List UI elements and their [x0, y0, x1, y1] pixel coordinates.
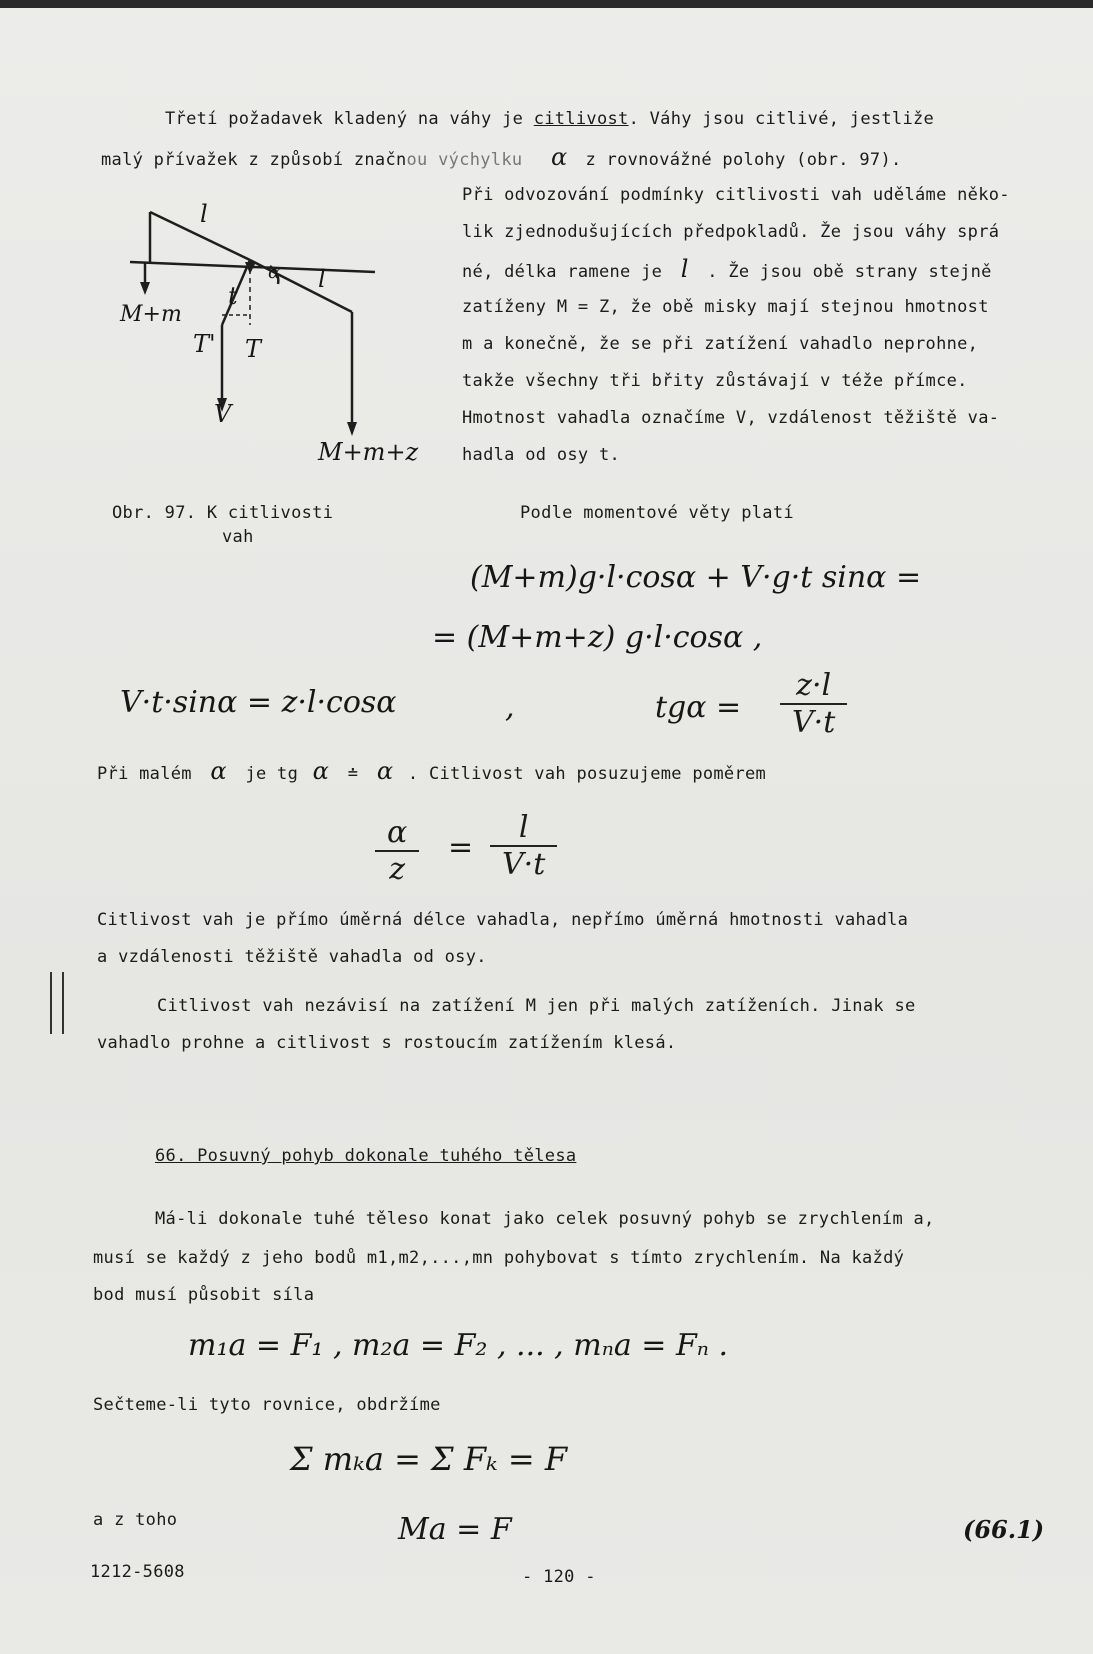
arrow-left-icon [140, 282, 150, 295]
equation-forces: m₁a = F₁ , m₂a = F₂ , ... , mₙa = Fₙ . [188, 1328, 728, 1363]
right-text-line: lik zjednodušujících předpokladů. Že jsou váhy sprá [462, 222, 1000, 242]
citlivost-line: a vzdálenosti těžiště vahadla od osy. [97, 947, 487, 967]
para1-line1-text: Třetí požadavek kladený na váhy je [165, 109, 534, 129]
equation-sum: Σ mₖa = Σ Fₖ = F [290, 1440, 568, 1478]
right-text-seg: né, délka ramene je [462, 262, 663, 282]
figure-caption: Obr. 97. K citlivosti [112, 503, 334, 523]
equation-sin-cos: V·t·sinα = z·l·cosα [120, 685, 397, 720]
para1-line2-end: z rovnovážné polohy (obr. 97). [585, 150, 902, 170]
para1-line2-faded: ou výchylku [406, 150, 523, 170]
equation-moment-1: (M+m)g·l·cosα + V·g·t sinα = [470, 560, 922, 595]
right-text-line: m a konečně, že se při zatížení vahadlo neprohne, [462, 334, 979, 354]
equation-tg-lhs: tgα = [655, 690, 742, 725]
right-text-line: Při odvozování podmínky citlivosti vah uděláme něko- [462, 185, 1010, 205]
right-text-line: takže všechny tři břity zůstávají v téže přímce. [462, 371, 968, 391]
ratio-rhs [490, 810, 557, 882]
tg-denominator: V·t [780, 703, 847, 740]
keyword-citlivost: citlivost [533, 109, 629, 129]
right-text-line [462, 255, 992, 283]
zatizeni-line: Citlivost vah nezávisí na zatížení M jen při malých zatíženích. Jinak se [157, 996, 916, 1016]
alpha-symbol: α [312, 757, 330, 785]
ratio-lhs-num: α [387, 815, 408, 850]
alpha-symbol: α [376, 757, 394, 785]
zatizeni-line: vahadlo prohne a citlivost s rostoucím zatížením klesá. [97, 1033, 677, 1053]
margin-bar [62, 972, 64, 1034]
para1-line2 [101, 143, 902, 171]
tg-numerator: z·l [796, 668, 832, 703]
small-angle-post: . Citlivost vah posuzujeme poměrem [407, 764, 767, 784]
ratio-lhs [375, 815, 419, 887]
figure-label-T: T [245, 335, 262, 363]
small-angle-mid: je tg [245, 764, 299, 784]
arrow-right-icon [347, 422, 357, 436]
a-z-toho: a z toho [93, 1510, 178, 1530]
equation-final: Ma = F [398, 1512, 512, 1547]
ratio-rhs-num: l [518, 810, 529, 845]
equation-tg-fraction [780, 668, 847, 740]
para1-line1-end: . Váhy jsou citlivé, jestliže [628, 109, 935, 129]
posuvny-line: Má-li dokonale tuhé těleso konat jako celek posuvný pohyb se zrychlením a, [155, 1209, 935, 1229]
figure-label-t: t [228, 282, 238, 310]
posuvny-line: musí se každý z jeho bodů m1,m2,...,mn pohybovat s tímto zrychlením. Na každý [93, 1248, 905, 1268]
citlivost-line: Citlivost vah je přímo úměrná délce vahadla, nepřímo úměrná hmotnosti vahadla [97, 910, 909, 930]
right-text-line: Hmotnost vahadla označíme V, vzdálenost těžiště va- [462, 408, 1000, 428]
figure-caption-line2: vah [222, 527, 254, 547]
sum-intro: Sečteme-li tyto rovnice, obdržíme [93, 1395, 441, 1415]
equation-comma: , [505, 690, 515, 725]
figure-label-V: V [214, 400, 232, 428]
l-symbol: l [680, 255, 689, 283]
equation-number: (66.1) [963, 1515, 1045, 1544]
alpha-symbol: α [550, 143, 568, 171]
page-number: - 120 - [522, 1567, 596, 1587]
equation-moment-2: = (M+m+z) g·l·cosα , [432, 620, 763, 655]
margin-double-bar [48, 972, 68, 1038]
ratio-rhs-den: V·t [490, 845, 557, 882]
figure-label-Mm: M+m [120, 302, 182, 327]
ratio-equals: = [448, 830, 474, 865]
posuvny-line: bod musí působit síla [93, 1285, 315, 1305]
figure-label-l-right: l [318, 265, 326, 293]
scan-edge [0, 0, 1093, 8]
right-text-line: zatíženy M = Z, že obě misky mají stejnou hmotnost [462, 297, 989, 317]
margin-bar [50, 972, 52, 1034]
figure-label-T-prime: T' [193, 330, 216, 358]
small-angle-line [97, 757, 767, 785]
figure-label-alpha: α [268, 262, 281, 283]
approx-sign: ≐ [347, 764, 359, 784]
ratio-lhs-den: z [375, 850, 419, 887]
para1-line2-text: malý přívažek z způsobí značn [101, 150, 407, 170]
document-code: 1212-5608 [90, 1562, 185, 1582]
para1-line1 [165, 108, 934, 130]
figure-label-l-top: l [200, 200, 208, 228]
figure-label-Mmz: M+m+z [318, 438, 419, 466]
right-text-seg: . Že jsou obě strany stejně [707, 262, 992, 282]
right-text-line: hadla od osy t. [462, 445, 621, 465]
section-heading: 66. Posuvný pohyb dokonale tuhého tělesa [155, 1146, 577, 1166]
small-angle-pre: Při malém [97, 764, 192, 784]
alpha-symbol: α [210, 757, 227, 785]
moment-intro: Podle momentové věty platí [520, 503, 794, 523]
